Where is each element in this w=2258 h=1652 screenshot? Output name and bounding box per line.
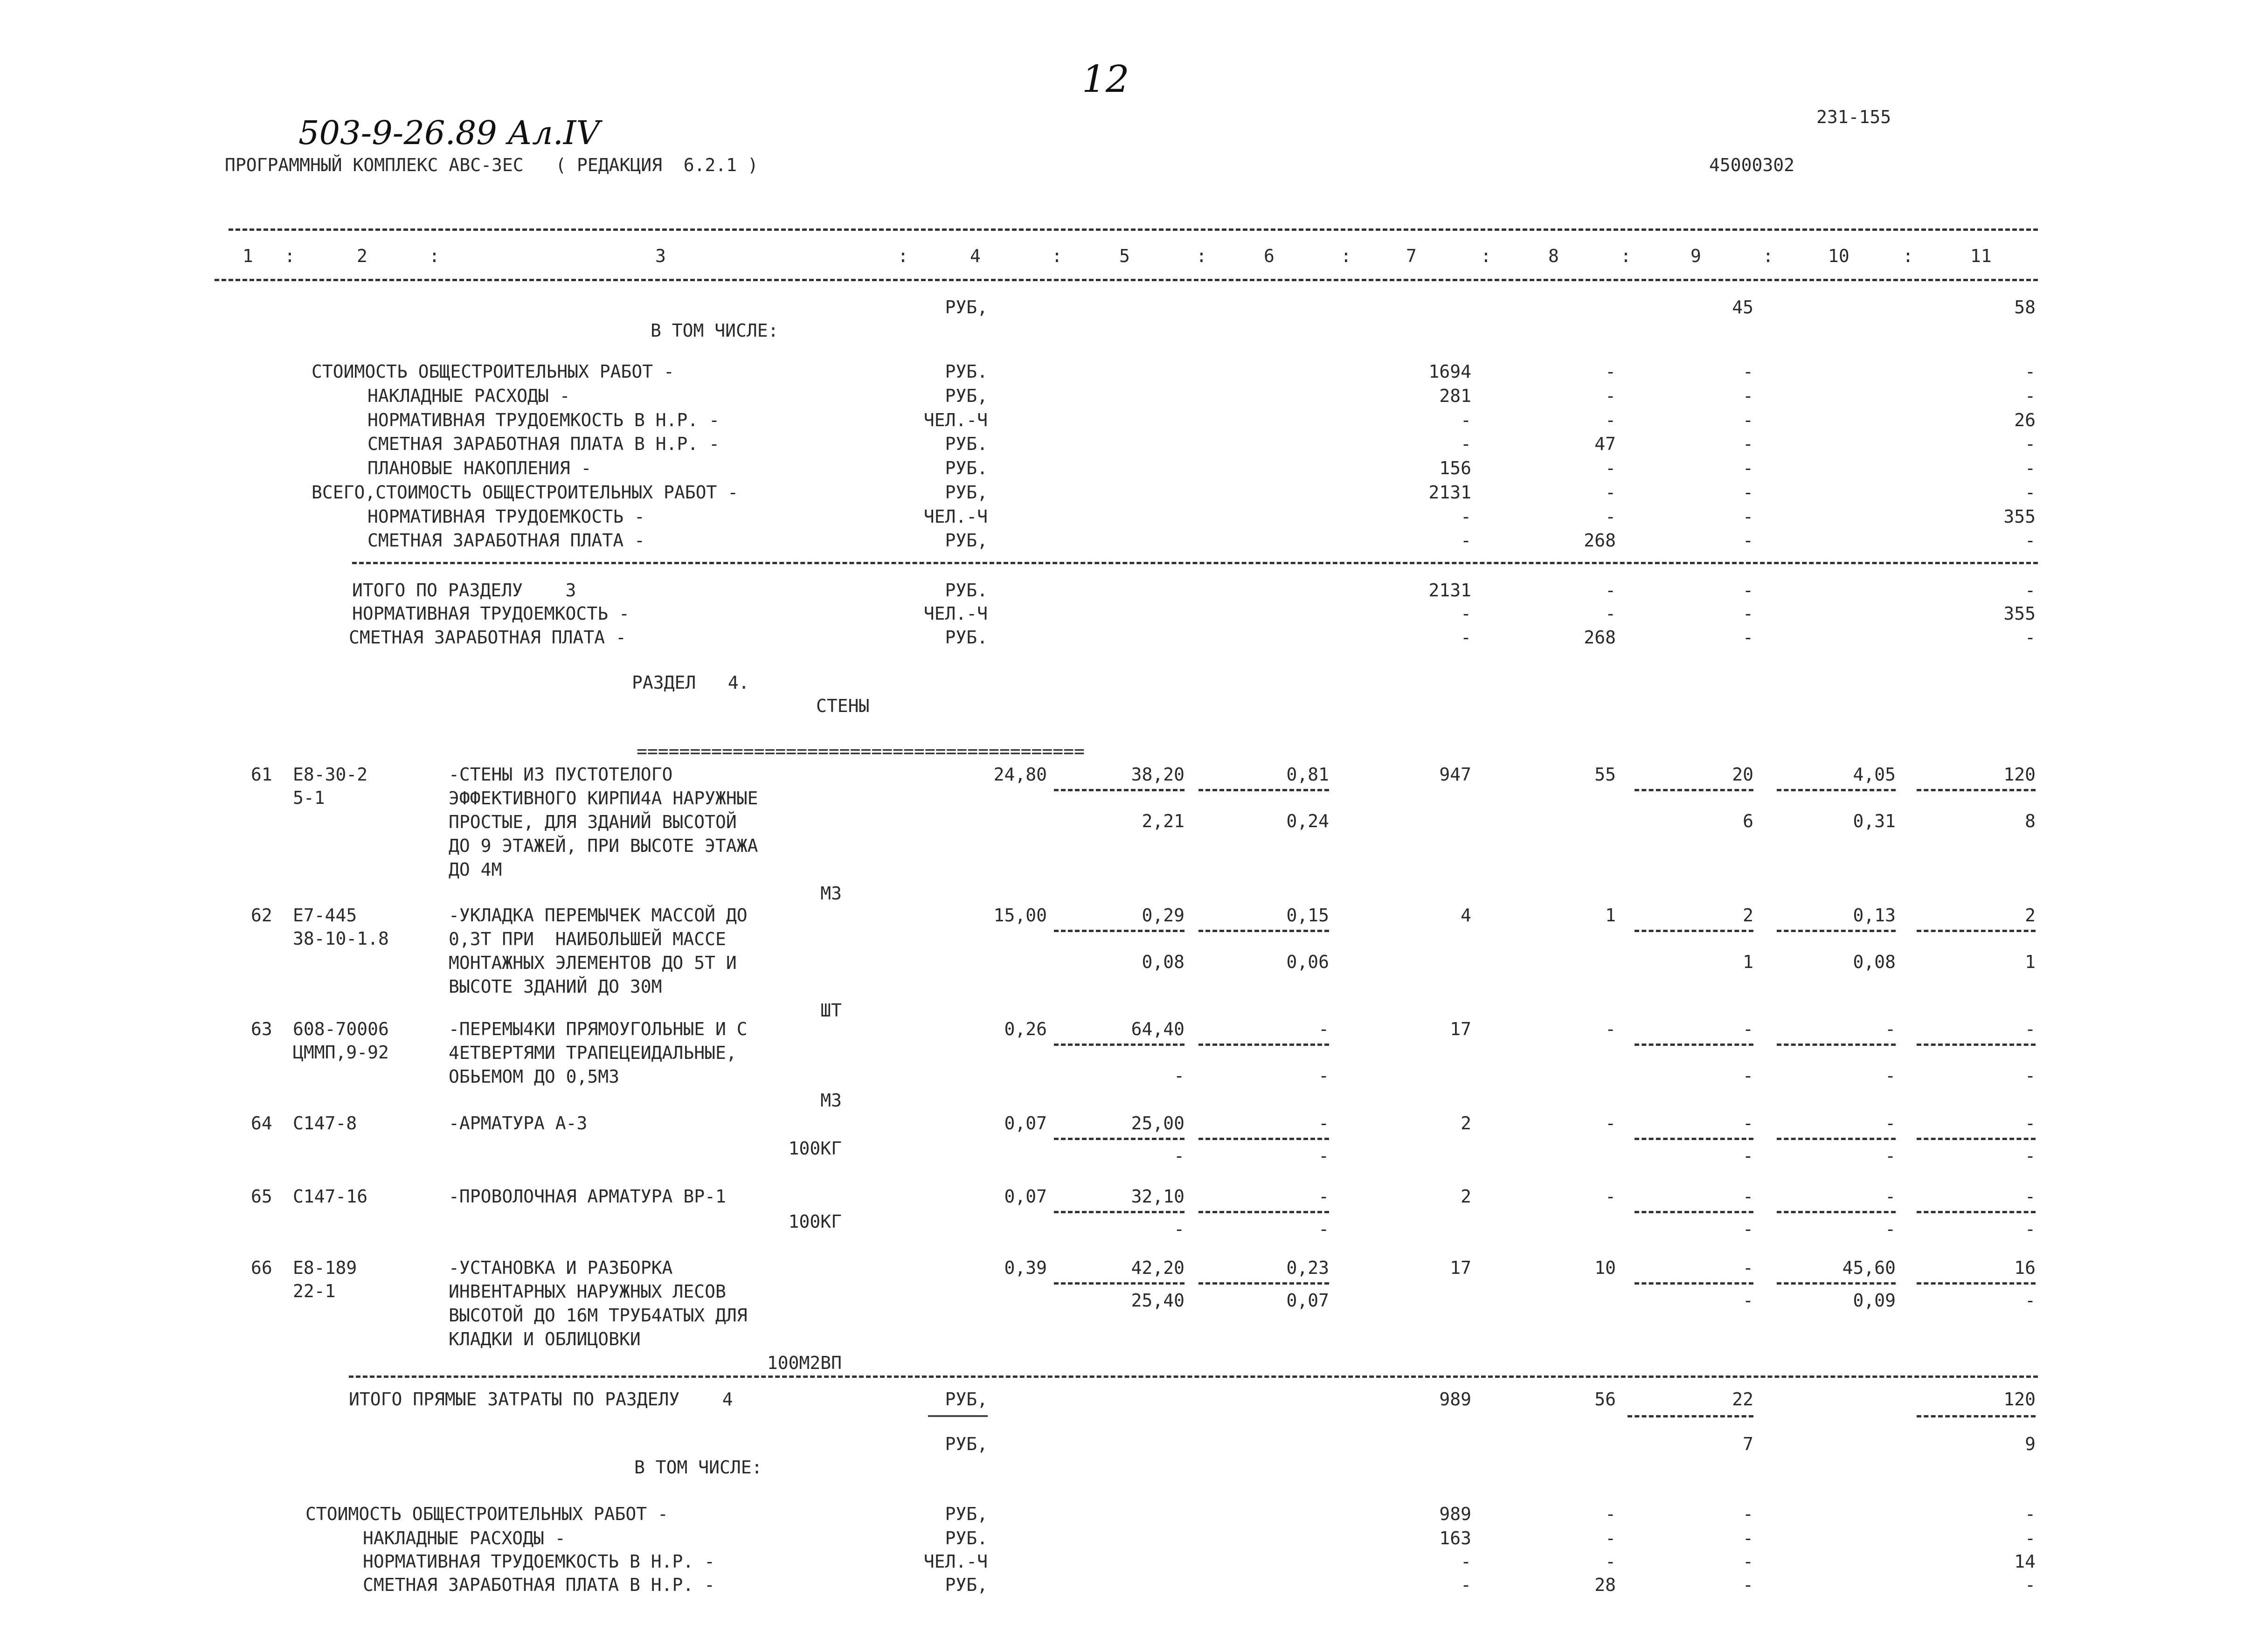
sec4-total-label: ИТОГО ПРЯМЫЕ ЗАТРАТЫ ПО РАЗДЕЛУ 4	[349, 1389, 733, 1410]
sec3-row-c7: 2131	[1428, 482, 1471, 503]
item-c10: -	[1885, 1113, 1896, 1134]
item-c6b: -	[1318, 1146, 1329, 1166]
sec3-row-c7: -	[1461, 530, 1471, 551]
sec4-total-c11b: 9	[2025, 1434, 2036, 1454]
sec3-row-c8: -	[1605, 361, 1616, 382]
item-subrule	[1917, 789, 2036, 791]
item-c7: 947	[1439, 764, 1471, 785]
item-description-line: ИНВЕНТАРНЫХ НАРУЖНЫХ ЛЕСОВ	[449, 1281, 726, 1302]
sec3-row-c7: -	[1461, 506, 1471, 527]
column-separator: :	[1481, 246, 1491, 266]
sec3-row-label: ВСЕГО,СТОИМОСТЬ ОБЩЕСТРОИТЕЛЬНЫХ РАБОТ -	[312, 482, 739, 503]
item-subrule	[1198, 1211, 1329, 1213]
item-c6: -	[1318, 1113, 1329, 1134]
sec3-total-row-c9: -	[1743, 580, 1753, 601]
sec3-row-c11: 355	[2003, 506, 2036, 527]
item-subrule	[1777, 789, 1896, 791]
item-unit: М3	[820, 1090, 842, 1111]
sec3-row-unit: РУБ.	[945, 458, 988, 478]
item-subrule	[1635, 1282, 1753, 1285]
item-description-line: МОНТАЖНЫХ ЭЛЕМЕНТОВ ДО 5Т И	[449, 953, 737, 973]
sec3-total-row-c11: -	[2025, 627, 2036, 648]
item-number: 65	[251, 1186, 272, 1207]
sec3-row-c9: -	[1743, 410, 1753, 430]
item-c9b: -	[1743, 1290, 1753, 1311]
item-c4: 15,00	[993, 905, 1047, 926]
item-c6b: 0,06	[1286, 952, 1329, 972]
item-c10: -	[1885, 1019, 1896, 1039]
item-description-line: ОБЬЕМОМ ДО 0,5М3	[449, 1066, 620, 1087]
sec3-total-row-c9: -	[1743, 627, 1753, 648]
sec3-row-unit: РУБ,	[945, 482, 988, 503]
item-subrule	[1777, 1211, 1896, 1213]
sec4-row-c9: -	[1743, 1528, 1753, 1548]
item-subrule	[1198, 1138, 1329, 1140]
item-c11b: -	[2025, 1290, 2036, 1311]
c11-underline	[1917, 1415, 2036, 1417]
unit-underline	[928, 1415, 988, 1417]
sec4-total-c9: 22	[1732, 1389, 1753, 1410]
item-c11b: -	[2025, 1146, 2036, 1166]
item-subrule	[1917, 1138, 2036, 1140]
item-c10b: 0,08	[1853, 952, 1896, 972]
column-number-6: 6	[1264, 246, 1274, 266]
column-number-2: 2	[357, 246, 367, 266]
header-rule-top	[229, 228, 2038, 231]
sec4-total-unit: РУБ,	[945, 1389, 988, 1410]
item-subrule	[1917, 1044, 2036, 1046]
item-subrule	[1198, 1282, 1329, 1285]
item-subrule	[1777, 930, 1896, 932]
c9-underline	[1628, 1415, 1753, 1417]
sec3-total-row-c11: 355	[2003, 603, 2036, 624]
sec3-row-c9: -	[1743, 506, 1753, 527]
sec3-row-c9: -	[1743, 434, 1753, 454]
item-c6: -	[1318, 1186, 1329, 1207]
item-c11: -	[2025, 1019, 2036, 1039]
item-description-line: -ПЕРЕМЫ4КИ ПРЯМОУГОЛЬНЫЕ И С	[449, 1019, 748, 1039]
sec4-row-c8: -	[1605, 1551, 1616, 1572]
item-subrule	[1635, 930, 1753, 932]
item-subrule	[1635, 789, 1753, 791]
sec3-row-unit: ЧЕЛ.-Ч	[923, 410, 988, 430]
item-c6: 0,81	[1286, 764, 1329, 785]
item-description-line: -СТЕНЫ ИЗ ПУСТОТЕЛОГО	[449, 764, 673, 785]
sec4-row-c8: -	[1605, 1504, 1616, 1524]
item-code-secondary: 5-1	[293, 788, 325, 808]
sec3-row-c11: -	[2025, 361, 2036, 382]
sec3-total-row-unit: ЧЕЛ.-Ч	[923, 603, 988, 624]
sec4-row-c11: -	[2025, 1575, 2036, 1595]
sec3-total-row-unit: РУБ.	[945, 580, 988, 601]
item-c4: 0,39	[1004, 1258, 1047, 1278]
item-c10b: 0,09	[1853, 1290, 1896, 1311]
code-right: 45000302	[1709, 155, 1795, 175]
sec3-row-label: СМЕТНАЯ ЗАРАБОТНАЯ ПЛАТА В Н.Р. -	[367, 434, 720, 454]
item-number: 61	[251, 764, 272, 785]
column-separator: :	[1341, 246, 1351, 266]
item-c11b: -	[2025, 1065, 2036, 1086]
section-subtitle: СТЕНЫ	[816, 696, 870, 716]
column-separator: :	[1052, 246, 1062, 266]
item-c9b: 1	[1743, 952, 1753, 972]
item-number: 62	[251, 905, 272, 926]
sec3-row-c11: -	[2025, 482, 2036, 503]
sec3-row-label: НОРМАТИВНАЯ ТРУДОЕМКОСТЬ В Н.Р. -	[367, 410, 720, 430]
item-c9: 20	[1732, 764, 1753, 785]
sec3-total-row-c8: -	[1605, 603, 1616, 624]
item-c6b: -	[1318, 1219, 1329, 1239]
item-subrule	[1917, 930, 2036, 932]
item-c10b: -	[1885, 1219, 1896, 1239]
item-description-line: КЛАДКИ И ОБЛИЦОВКИ	[449, 1329, 641, 1349]
item-code: Е8-30-2	[293, 764, 368, 785]
item-number: 63	[251, 1019, 272, 1039]
item-c5b: 0,08	[1142, 952, 1184, 972]
sec4-row-label: НАКЛАДНЫЕ РАСХОДЫ -	[363, 1528, 566, 1548]
sec3-row-unit: ЧЕЛ.-Ч	[923, 506, 988, 527]
item-description-line: ПРОСТЫЕ, ДЛЯ ЗДАНИЙ ВЫСОТОЙ	[449, 812, 737, 832]
sec4-row-c7: 163	[1439, 1528, 1471, 1548]
sec4-row-c9: -	[1743, 1551, 1753, 1572]
sec3-row-unit: РУБ,	[945, 386, 988, 406]
item-c9: -	[1743, 1019, 1753, 1039]
item-c5b: -	[1174, 1219, 1184, 1239]
item-c8: 55	[1594, 764, 1616, 785]
item-code-secondary: ЦММП,9-92	[293, 1042, 389, 1063]
sec4-row-label: НОРМАТИВНАЯ ТРУДОЕМКОСТЬ В Н.Р. -	[363, 1551, 715, 1572]
item-c10b: -	[1885, 1146, 1896, 1166]
sec4-row-c11: 14	[2014, 1551, 2036, 1572]
item-c6: 0,23	[1286, 1258, 1329, 1278]
sec3-row-c9: -	[1743, 386, 1753, 406]
item-description-line: ВЫСОТОЙ ДО 16М ТРУБ4АТЫХ ДЛЯ	[449, 1305, 748, 1326]
page-number: 12	[1082, 57, 1129, 101]
sec4-row-c8: 28	[1594, 1575, 1616, 1595]
sec4-row-unit: ЧЕЛ.-Ч	[923, 1551, 988, 1572]
section4-total-rule	[349, 1376, 2038, 1378]
sec4-row-unit: РУБ.	[945, 1528, 988, 1548]
item-description-line: 4ЕТВЕРТЯМИ ТРАПЕЦЕИДАЛЬНЫЕ,	[449, 1043, 737, 1063]
item-c5: 32,10	[1131, 1186, 1184, 1207]
item-c10: 45,60	[1842, 1258, 1896, 1278]
column-separator: :	[429, 246, 440, 266]
item-description-line: ДО 4М	[449, 859, 502, 880]
sec3-row-c8: -	[1605, 482, 1616, 503]
item-c9: 2	[1743, 905, 1753, 926]
section3-total-rule	[352, 562, 2038, 564]
sec3-row-c9: -	[1743, 482, 1753, 503]
item-c9: -	[1743, 1186, 1753, 1207]
sec3-row-label: НОРМАТИВНАЯ ТРУДОЕМКОСТЬ -	[367, 506, 645, 527]
sec4-total-c8: 56	[1594, 1389, 1616, 1410]
subheading-v-tom-chisle: В ТОМ ЧИСЛЕ:	[651, 320, 779, 341]
sec4-row-c9: -	[1743, 1575, 1753, 1595]
column-number-10: 10	[1828, 246, 1849, 266]
item-unit: 100КГ	[788, 1211, 842, 1232]
item-c5: 25,00	[1131, 1113, 1184, 1134]
sec4-total-c11: 120	[2003, 1389, 2036, 1410]
item-c9: -	[1743, 1258, 1753, 1278]
item-c10b: 0,31	[1853, 811, 1896, 831]
sec4-row-label: СТОИМОСТЬ ОБЩЕСТРОИТЕЛЬНЫХ РАБОТ -	[305, 1504, 668, 1524]
sec3-row-c11: -	[2025, 458, 2036, 478]
item-c9: -	[1743, 1113, 1753, 1134]
document-code: 503-9-26.89 Ал.IV	[298, 114, 600, 152]
column-separator: :	[1621, 246, 1631, 266]
sec3-row-label: СМЕТНАЯ ЗАРАБОТНАЯ ПЛАТА -	[367, 530, 645, 551]
section-underline: ==========================================	[637, 741, 1085, 761]
item-c11b: -	[2025, 1219, 2036, 1239]
sec3-total-row-c9: -	[1743, 603, 1753, 624]
sec3-row-c7: 1694	[1428, 361, 1471, 382]
column-number-4: 4	[970, 246, 981, 266]
item-c4: 0,07	[1004, 1113, 1047, 1134]
sec3-total-row-label: ИТОГО ПО РАЗДЕЛУ 3	[352, 580, 576, 601]
column-number-3: 3	[655, 246, 666, 266]
item-c6: -	[1318, 1019, 1329, 1039]
item-subrule	[1635, 1044, 1753, 1046]
sec3-row-c8: -	[1605, 458, 1616, 478]
sec3-total-row-c8: -	[1605, 580, 1616, 601]
header-rule-bottom	[215, 279, 2038, 281]
item-c9b: -	[1743, 1065, 1753, 1086]
item-c11: 2	[2025, 905, 2036, 926]
item-c6b: 0,24	[1286, 811, 1329, 831]
item-c5: 64,40	[1131, 1019, 1184, 1039]
sec3-row-c9: -	[1743, 530, 1753, 551]
item-subrule	[1917, 1211, 2036, 1213]
item-code-secondary: 22-1	[293, 1281, 336, 1301]
item-c7: 2	[1461, 1186, 1471, 1207]
sec3-row-unit: РУБ.	[945, 361, 988, 382]
sec3-row-c11: 26	[2014, 410, 2036, 430]
sec4-row-c7: -	[1461, 1551, 1471, 1572]
item-c4: 0,26	[1004, 1019, 1047, 1039]
item-c5b: 25,40	[1131, 1290, 1184, 1311]
sec3-row-c7: -	[1461, 410, 1471, 430]
item-c9b: -	[1743, 1146, 1753, 1166]
item-c9b: -	[1743, 1219, 1753, 1239]
column-number-9: 9	[1690, 246, 1701, 266]
item-subrule	[1635, 1211, 1753, 1213]
item-code: Е7-445	[293, 905, 357, 926]
column-number-7: 7	[1406, 246, 1417, 266]
sec4-row-c11: -	[2025, 1504, 2036, 1524]
sec3-row-c7: 156	[1439, 458, 1471, 478]
item-c11b: 1	[2025, 952, 2036, 972]
item-description-line: -УКЛАДКА ПЕРЕМЫЧЕК МАССОЙ ДО	[449, 905, 748, 926]
sec3-total-row-c7: 2131	[1428, 580, 1471, 601]
item-description-line: ДО 9 ЭТАЖЕЙ, ПРИ ВЫСОТЕ ЭТАЖА	[449, 836, 758, 856]
sec3-row-unit: РУБ.	[945, 434, 988, 454]
item-number: 64	[251, 1113, 272, 1134]
sec3-row-label: ПЛАНОВЫЕ НАКОПЛЕНИЯ -	[367, 458, 592, 478]
item-c11b: 8	[2025, 811, 2036, 831]
sec3-row-c8: 268	[1584, 530, 1616, 551]
column-separator: :	[1763, 246, 1773, 266]
item-description-line: ЭФФЕКТИВНОГО КИРПИ4А НАРУЖНЫЕ	[449, 788, 758, 809]
item-subrule	[1635, 1138, 1753, 1140]
item-c11: -	[2025, 1113, 2036, 1134]
sec3-row-c9: -	[1743, 361, 1753, 382]
sec4-total-c9b: 7	[1743, 1434, 1753, 1454]
rub-row-c11: 58	[2014, 297, 2036, 318]
item-subrule	[1777, 1044, 1896, 1046]
sec3-total-row-label: СМЕТНАЯ ЗАРАБОТНАЯ ПЛАТА -	[349, 627, 626, 648]
sec3-row-c7: -	[1461, 434, 1471, 454]
sec4-row-c9: -	[1743, 1504, 1753, 1524]
item-c7: 17	[1450, 1019, 1471, 1039]
column-number-5: 5	[1119, 246, 1130, 266]
item-description-line: 0,3Т ПРИ НАИБОЛЬШЕЙ МАССЕ	[449, 929, 726, 949]
item-c5b: -	[1174, 1146, 1184, 1166]
item-c10: -	[1885, 1186, 1896, 1207]
item-c5: 38,20	[1131, 764, 1184, 785]
item-c4: 0,07	[1004, 1186, 1047, 1207]
item-c5: 42,20	[1131, 1258, 1184, 1278]
item-subrule	[1198, 930, 1329, 932]
sec3-row-c8: -	[1605, 386, 1616, 406]
item-subrule	[1198, 1044, 1329, 1046]
sec3-total-row-c7: -	[1461, 627, 1471, 648]
item-c5b: -	[1174, 1065, 1184, 1086]
item-code: Е8-189	[293, 1258, 357, 1278]
item-c8: 1	[1605, 905, 1616, 926]
column-separator: :	[284, 246, 295, 266]
sec4-row-c7: -	[1461, 1575, 1471, 1595]
item-c8: 10	[1594, 1258, 1616, 1278]
sec4-row-c8: -	[1605, 1528, 1616, 1548]
sec3-total-row-c7: -	[1461, 603, 1471, 624]
item-description-line: -УСТАНОВКА И РАЗБОРКА	[449, 1258, 673, 1278]
item-subrule	[1054, 789, 1184, 791]
item-subrule	[1917, 1282, 2036, 1285]
sec3-total-row-c8: 268	[1584, 627, 1616, 648]
item-unit: 100КГ	[788, 1138, 842, 1159]
column-number-1: 1	[242, 246, 253, 266]
item-c11: -	[2025, 1186, 2036, 1207]
item-c8: -	[1605, 1113, 1616, 1134]
item-c11: 16	[2014, 1258, 2036, 1278]
sec4-total-c7: 989	[1439, 1389, 1471, 1410]
item-description-line: -ПРОВОЛОЧНАЯ АРМАТУРА ВР-1	[449, 1186, 726, 1207]
item-subrule	[1777, 1282, 1896, 1285]
item-c10b: -	[1885, 1065, 1896, 1086]
column-separator: :	[898, 246, 908, 266]
sec4-total-unit2: РУБ,	[945, 1434, 988, 1454]
sec3-total-row-label: НОРМАТИВНАЯ ТРУДОЕМКОСТЬ -	[352, 603, 630, 624]
item-c7: 4	[1461, 905, 1471, 926]
item-c5: 0,29	[1142, 905, 1184, 926]
sec3-row-c9: -	[1743, 458, 1753, 478]
item-subrule	[1054, 1282, 1184, 1285]
item-subrule	[1054, 1211, 1184, 1213]
item-code: 608-70006	[293, 1019, 389, 1039]
sec3-row-label: СТОИМОСТЬ ОБЩЕСТРОИТЕЛЬНЫХ РАБОТ -	[312, 361, 674, 382]
sec4-row-c7: 989	[1439, 1504, 1471, 1524]
item-subrule	[1054, 930, 1184, 932]
item-subrule	[1054, 1044, 1184, 1046]
sec4-row-c11: -	[2025, 1528, 2036, 1548]
item-subrule	[1054, 1138, 1184, 1140]
item-c10: 0,13	[1853, 905, 1896, 926]
sec3-row-c8: -	[1605, 410, 1616, 430]
item-description-line: ВЫСОТЕ ЗДАНИЙ ДО 30М	[449, 976, 662, 997]
item-subrule	[1198, 789, 1329, 791]
sec3-total-row-c11: -	[2025, 580, 2036, 601]
rub-row-unit: РУБ,	[945, 297, 988, 318]
item-description-line: -АРМАТУРА А-3	[449, 1113, 588, 1134]
sec4-row-unit: РУБ,	[945, 1504, 988, 1524]
sec3-row-c7: 281	[1439, 386, 1471, 406]
subheading-v-tom-chisle-4: В ТОМ ЧИСЛЕ:	[634, 1457, 762, 1478]
sec3-total-row-unit: РУБ.	[945, 627, 988, 648]
item-c6b: -	[1318, 1065, 1329, 1086]
sec3-row-c11: -	[2025, 434, 2036, 454]
item-c11: 120	[2003, 764, 2036, 785]
item-subrule	[1777, 1138, 1896, 1140]
sec3-row-c8: -	[1605, 506, 1616, 527]
item-c10: 4,05	[1853, 764, 1896, 785]
item-c8: -	[1605, 1186, 1616, 1207]
sec4-row-label: СМЕТНАЯ ЗАРАБОТНАЯ ПЛАТА В Н.Р. -	[363, 1575, 715, 1595]
sec4-row-unit: РУБ,	[945, 1575, 988, 1595]
column-number-8: 8	[1548, 246, 1559, 266]
program-line: ПРОГРАММНЫЙ КОМПЛЕКС АВС-3ЕС ( РЕДАКЦИЯ 6.2.1 )	[225, 155, 758, 175]
item-number: 66	[251, 1258, 272, 1278]
sec3-row-c11: -	[2025, 386, 2036, 406]
sec3-row-label: НАКЛАДНЫЕ РАСХОДЫ -	[367, 386, 570, 406]
column-number-11: 11	[1970, 246, 1992, 266]
item-code-secondary: 38-10-1.8	[293, 928, 389, 949]
item-c7: 2	[1461, 1113, 1471, 1134]
item-c6b: 0,07	[1286, 1290, 1329, 1311]
rub-row-c9: 45	[1732, 297, 1753, 318]
item-code: С147-8	[293, 1113, 357, 1134]
item-code: С147-16	[293, 1186, 368, 1207]
item-c9b: 6	[1743, 811, 1753, 831]
sec3-row-c8: 47	[1594, 434, 1616, 454]
item-unit: М3	[820, 883, 842, 904]
item-unit: 100М2ВП	[767, 1353, 842, 1373]
item-c6: 0,15	[1286, 905, 1329, 926]
section-title: РАЗДЕЛ 4.	[632, 672, 749, 693]
item-c8: -	[1605, 1019, 1616, 1039]
code-top-right: 231-155	[1816, 107, 1891, 127]
column-separator: :	[1903, 246, 1913, 266]
item-c7: 17	[1450, 1258, 1471, 1278]
sec3-row-unit: РУБ,	[945, 530, 988, 551]
item-unit: ШТ	[820, 1000, 842, 1021]
column-separator: :	[1196, 246, 1207, 266]
sec3-row-c11: -	[2025, 530, 2036, 551]
item-c4: 24,80	[993, 764, 1047, 785]
item-c5b: 2,21	[1142, 811, 1184, 831]
